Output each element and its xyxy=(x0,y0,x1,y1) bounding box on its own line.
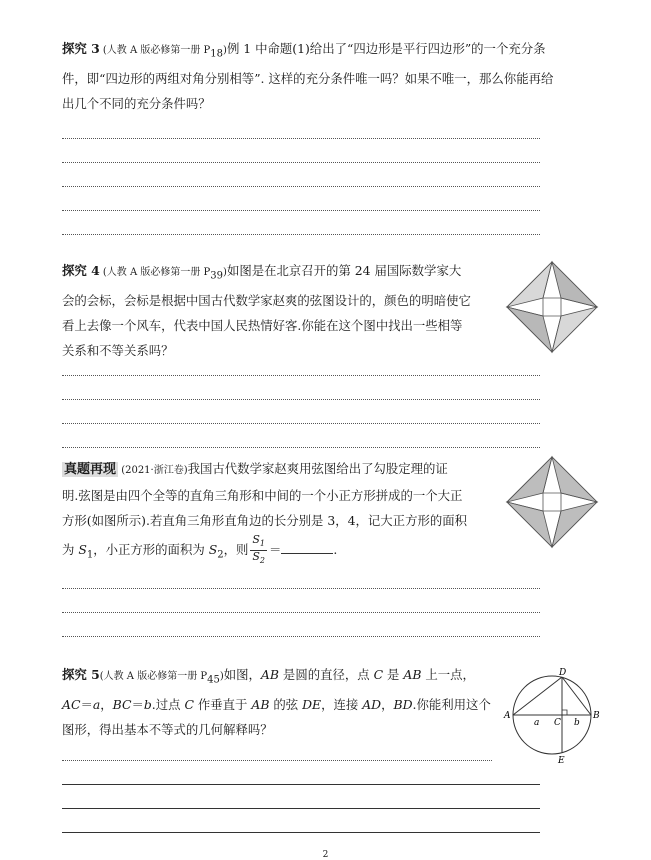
real-exam-line-1: 真题再现 (2021·浙江卷)我国古代数学家赵爽用弦图给出了勾股定理的证 xyxy=(64,461,448,477)
exploration-4-line-3: 看上去像一个风车，代表中国人民热情好客.你能在这个图中找出一些相等 xyxy=(62,318,463,334)
exploration-5-line-2: AC＝a，BC＝b.过点 C 作垂直于 AB 的弦 DE，连接 AD，BD.你能利用这个 xyxy=(62,697,491,713)
label-C: C xyxy=(554,718,561,728)
string-diagram-figure xyxy=(505,455,599,549)
real-exam-question xyxy=(62,456,502,572)
label-A: A xyxy=(504,711,511,721)
exploration-4 xyxy=(62,258,502,363)
exploration-5-label: 探究 5 xyxy=(62,667,100,682)
answer-blank[interactable] xyxy=(281,539,333,554)
exploration-3-line-1: 探究 3 (人教 A 版必修第一册 $P_{18}$)例 1 中命题(1)给出了“四边形是平行四边形”的一个充分条 xyxy=(62,41,546,60)
label-b: b xyxy=(574,718,580,728)
label-B: B xyxy=(593,711,600,721)
zhao-shuang-string-diagram-2 xyxy=(505,455,599,549)
real-exam-line-3: 方形(如图所示).若直角三角形直角边的长分别是 3，4，记大正方形的面积 xyxy=(62,513,468,528)
exploration-5 xyxy=(62,662,502,742)
page-number: 2 xyxy=(322,850,329,860)
label-a: a xyxy=(534,718,540,728)
label-E: E xyxy=(558,756,565,765)
exploration-3-line-3: 出几个不同的充分条件吗？ xyxy=(62,96,211,112)
exploration-3-label: 探究 3 xyxy=(62,41,100,56)
exploration-5-line-3: 图形，得出基本不等式的几何解释吗？ xyxy=(62,722,273,738)
real-exam-line-2: 明.弦图是由四个全等的直角三角形和中间的一个小正方形拼成的一个大正 xyxy=(62,488,463,503)
pinwheel-figure xyxy=(505,260,599,354)
exploration-5-line-1: 探究 5(人教 A 版必修第一册 $P_{45}$)如图，AB 是圆的直径，点 C 是 AB 上一点， xyxy=(62,667,475,686)
exploration-4-line-2: 会的会标，会标是根据中国古代数学家赵爽的弦图设计的，颜色的明暗使它 xyxy=(62,293,471,309)
answer-lines-real[interactable] xyxy=(62,565,540,637)
label-D: D xyxy=(559,668,567,678)
exploration-4-line-4: 关系和不等关系吗？ xyxy=(62,343,174,359)
exploration-4-line-1: 探究 4 (人教 A 版必修第一册 $P_{39}$)如图是在北京召开的第 24 届国际数学家大 xyxy=(62,263,462,282)
answer-lines-3[interactable] xyxy=(62,115,540,235)
real-exam-line-4: 为 $S_1$，小正方形的面积为 $S_2$，则 $\frac{S_1}{S_2}$ ＝ . xyxy=(62,532,338,566)
exploration-3 xyxy=(62,36,592,116)
exploration-3-line-2: 件，即“四边形的两组对角分别相等”. 这样的充分条件唯一吗？如果不唯一，那么你能再给 xyxy=(62,71,554,87)
answer-lines-4[interactable] xyxy=(62,352,540,448)
area-ratio-fraction: $\frac{S_1}{S_2}$ xyxy=(252,532,265,566)
exploration-4-label: 探究 4 xyxy=(62,263,100,278)
answer-lines-5[interactable] xyxy=(62,737,540,833)
real-exam-tag: 真题再现 xyxy=(64,462,117,477)
zhao-shuang-string-diagram xyxy=(505,260,599,354)
